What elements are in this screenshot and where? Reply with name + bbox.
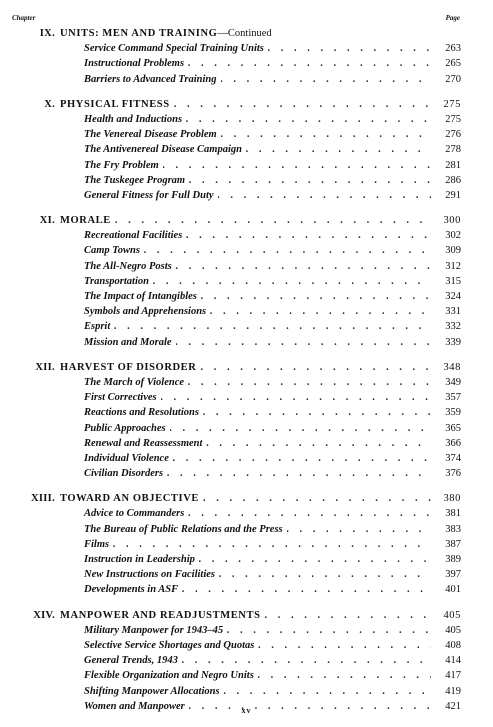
section-title: Flexible Organization and Negro Units — [84, 668, 258, 683]
section-title: Advice to Commanders — [84, 506, 188, 521]
section-row — [0, 466, 493, 481]
section-page-number: 376 — [431, 466, 461, 481]
section-row — [0, 506, 493, 521]
chapter-title-text: MORALE — [60, 215, 111, 227]
chapter-number: IX. — [39, 28, 55, 39]
section-page-number: 401 — [431, 582, 461, 597]
section-row — [0, 289, 493, 304]
section-page-number: 359 — [431, 405, 461, 420]
section-row — [0, 173, 493, 188]
table-of-contents — [0, 26, 493, 724]
section-title: The All-Negro Posts — [84, 259, 176, 274]
section-title: Women and Manpower — [84, 699, 189, 714]
chapter-number: XIII. — [31, 493, 55, 505]
section-row — [0, 72, 493, 87]
section-title: Health and Inductions — [84, 112, 186, 127]
chapter-row — [0, 213, 493, 228]
section-title: Mission and Morale — [84, 335, 176, 350]
section-page-number: 417 — [431, 668, 461, 683]
section-line — [84, 259, 461, 274]
section-page-number: 291 — [431, 188, 461, 203]
dot-leader — [167, 466, 431, 481]
section-row — [0, 158, 493, 173]
section-title: Films — [84, 537, 113, 552]
section-page-number: 315 — [431, 274, 461, 289]
section-page-number: 331 — [431, 304, 461, 319]
dot-leader — [221, 127, 431, 142]
chapter-row — [0, 608, 493, 623]
chapter-title-line — [60, 97, 461, 112]
chapter-row — [0, 97, 493, 112]
section-row — [0, 436, 493, 451]
dot-leader — [206, 436, 431, 451]
section-line — [84, 142, 461, 157]
chapter-number: XIV. — [33, 609, 55, 621]
section-page-number: 419 — [431, 684, 461, 699]
dot-leader — [114, 319, 431, 334]
section-page-number: 286 — [431, 173, 461, 188]
chapter-page-number: 300 — [431, 213, 461, 228]
section-page-number: 270 — [431, 72, 461, 87]
dot-leader — [268, 41, 431, 56]
section-line — [84, 582, 461, 597]
section-line — [84, 274, 461, 289]
chapter-row — [0, 360, 493, 375]
section-line — [84, 289, 461, 304]
dot-leader — [189, 173, 431, 188]
section-row — [0, 582, 493, 597]
section-row — [0, 274, 493, 289]
section-line — [84, 537, 461, 552]
section-page-number: 332 — [431, 319, 461, 334]
section-row — [0, 188, 493, 203]
page-column-label: Page — [445, 14, 460, 22]
section-page-number: 366 — [431, 436, 461, 451]
dot-leader — [186, 228, 431, 243]
section-line — [84, 158, 461, 173]
chapter-title-text: HARVEST OF DISORDER — [60, 361, 197, 373]
section-page-number: 383 — [431, 522, 461, 537]
section-line — [84, 466, 461, 481]
dot-leader — [203, 405, 431, 420]
section-title: Individual Violence — [84, 451, 173, 466]
dot-leader — [188, 375, 431, 390]
section-page-number: 278 — [431, 142, 461, 157]
section-row — [0, 41, 493, 56]
section-line — [84, 638, 461, 653]
section-title: First Correctives — [84, 390, 161, 405]
section-title: Instructional Problems — [84, 56, 188, 71]
dot-leader — [182, 653, 431, 668]
chapter-title-text: TOWARD AN OBJECTIVE — [60, 493, 199, 505]
chapter-row — [0, 491, 493, 506]
section-row — [0, 552, 493, 567]
section-row — [0, 259, 493, 274]
chapter-title-line — [60, 213, 461, 228]
section-title: Developments in ASF — [84, 582, 182, 597]
chapter-page-number: 380 — [431, 491, 461, 506]
dot-leader — [258, 638, 431, 653]
chapter-title-line — [60, 608, 461, 623]
section-page-number: 312 — [431, 259, 461, 274]
dot-leader — [287, 522, 431, 537]
section-row — [0, 304, 493, 319]
section-row — [0, 390, 493, 405]
dot-leader — [219, 567, 431, 582]
chapter-title-text: UNITS: MEN AND TRAINING — [60, 28, 218, 39]
dot-leader — [113, 537, 431, 552]
section-line — [84, 56, 461, 71]
section-row — [0, 228, 493, 243]
section-page-number: 414 — [431, 653, 461, 668]
dot-leader — [161, 390, 431, 405]
chapter-page-number: 405 — [431, 608, 461, 623]
section-row — [0, 335, 493, 350]
section-title: Selective Service Shortages and Quotas — [84, 638, 258, 653]
chapter-title-text: PHYSICAL FITNESS — [60, 98, 170, 110]
chapter-title — [60, 26, 276, 41]
dot-leader — [265, 608, 431, 623]
section-line — [84, 390, 461, 405]
section-title: Camp Towns — [84, 243, 144, 258]
chapter-number: XII. — [35, 361, 55, 373]
section-row — [0, 668, 493, 683]
section-line — [84, 567, 461, 582]
dot-leader — [170, 421, 431, 436]
section-title: Barriers to Advanced Training — [84, 72, 221, 87]
chapter-block — [0, 213, 493, 350]
section-page-number: 302 — [431, 228, 461, 243]
section-row — [0, 451, 493, 466]
section-title: Renewal and Reassessment — [84, 436, 206, 451]
section-line — [84, 243, 461, 258]
dot-leader — [176, 335, 431, 350]
dot-leader — [186, 112, 431, 127]
section-row — [0, 567, 493, 582]
section-row — [0, 537, 493, 552]
section-title: General Fitness for Full Duty — [84, 188, 218, 203]
section-line — [84, 405, 461, 420]
section-title: Instruction in Leadership — [84, 552, 199, 567]
section-title: The March of Violence — [84, 375, 188, 390]
section-line — [84, 421, 461, 436]
section-row — [0, 142, 493, 157]
section-page-number: 276 — [431, 127, 461, 142]
section-line — [84, 228, 461, 243]
section-title: Military Manpower for 1943–45 — [84, 623, 227, 638]
chapter-number: XI. — [39, 215, 55, 227]
section-line — [84, 451, 461, 466]
chapter-page-number: 348 — [431, 360, 461, 375]
page-folio: xv — [241, 706, 252, 715]
section-page-number: 421 — [431, 699, 461, 714]
section-line — [84, 188, 461, 203]
section-page-number: 324 — [431, 289, 461, 304]
chapter-block — [0, 491, 493, 597]
chapter-block — [0, 360, 493, 482]
chapter-page-number: 275 — [431, 97, 461, 112]
section-row — [0, 56, 493, 71]
section-line — [84, 522, 461, 537]
section-page-number: 389 — [431, 552, 461, 567]
section-title: The Antivenereal Disease Campaign — [84, 142, 246, 157]
section-title: General Trends, 1943 — [84, 653, 182, 668]
section-title: Civilian Disorders — [84, 466, 167, 481]
chapter-title — [60, 360, 200, 375]
section-title: Esprit — [84, 319, 114, 334]
chapter-row — [0, 26, 493, 41]
dot-leader — [115, 213, 431, 228]
section-page-number: 309 — [431, 243, 461, 258]
section-row — [0, 638, 493, 653]
section-page-number: 357 — [431, 390, 461, 405]
section-page-number: 397 — [431, 567, 461, 582]
dot-leader — [188, 506, 431, 521]
section-page-number: 365 — [431, 421, 461, 436]
section-row — [0, 127, 493, 142]
section-line — [84, 304, 461, 319]
section-line — [84, 684, 461, 699]
section-page-number: 405 — [431, 623, 461, 638]
section-line — [84, 173, 461, 188]
section-line — [84, 668, 461, 683]
chapter-title — [60, 97, 174, 112]
section-line — [84, 72, 461, 87]
dot-leader — [224, 684, 431, 699]
dot-leader — [174, 97, 431, 112]
section-row — [0, 522, 493, 537]
section-title: The Tuskegee Program — [84, 173, 189, 188]
section-title: Shifting Manpower Allocations — [84, 684, 224, 699]
section-row — [0, 375, 493, 390]
section-title: New Instructions on Facilities — [84, 567, 219, 582]
section-line — [84, 127, 461, 142]
section-row — [0, 243, 493, 258]
section-row — [0, 684, 493, 699]
section-line — [84, 436, 461, 451]
section-row — [0, 319, 493, 334]
dot-leader — [258, 668, 431, 683]
section-title: The Fry Problem — [84, 158, 163, 173]
section-row — [0, 421, 493, 436]
dot-leader — [246, 142, 431, 157]
section-page-number: 381 — [431, 506, 461, 521]
section-line — [84, 335, 461, 350]
section-page-number: 349 — [431, 375, 461, 390]
dot-leader — [182, 582, 431, 597]
dot-leader — [163, 158, 431, 173]
section-row — [0, 405, 493, 420]
section-page-number: 275 — [431, 112, 461, 127]
section-page-number: 387 — [431, 537, 461, 552]
section-page-number: 408 — [431, 638, 461, 653]
chapter-block — [0, 26, 493, 87]
section-title: Transportation — [84, 274, 153, 289]
section-title: The Impact of Intangibles — [84, 289, 201, 304]
dot-leader — [199, 552, 431, 567]
section-title: The Bureau of Public Relations and the Press — [84, 522, 287, 537]
dot-leader — [201, 289, 431, 304]
section-title: Public Approaches — [84, 421, 170, 436]
section-page-number: 339 — [431, 335, 461, 350]
section-title: The Venereal Disease Problem — [84, 127, 221, 142]
section-title: Recreational Facilities — [84, 228, 186, 243]
chapter-title-line — [60, 491, 461, 506]
dot-leader — [227, 623, 431, 638]
dot-leader — [200, 360, 431, 375]
section-line — [84, 319, 461, 334]
dot-leader — [210, 304, 431, 319]
section-row — [0, 623, 493, 638]
chapter-title-text: MANPOWER AND READJUSTMENTS — [60, 609, 261, 621]
section-line — [84, 653, 461, 668]
dot-leader — [176, 259, 431, 274]
dot-leader — [221, 72, 431, 87]
section-page-number: 265 — [431, 56, 461, 71]
section-title: Service Command Special Training Units — [84, 41, 268, 56]
chapter-block — [0, 97, 493, 203]
section-line — [84, 552, 461, 567]
chapter-block — [0, 608, 493, 714]
dot-leader — [173, 451, 431, 466]
chapter-title — [60, 491, 203, 506]
section-row — [0, 653, 493, 668]
section-row — [0, 112, 493, 127]
chapter-column-label: Chapter — [12, 14, 36, 22]
chapter-title-line — [60, 360, 461, 375]
section-line — [84, 375, 461, 390]
chapter-title-line — [60, 26, 461, 41]
section-line — [84, 41, 461, 56]
dot-leader — [218, 188, 431, 203]
section-page-number: 281 — [431, 158, 461, 173]
dot-leader — [203, 491, 431, 506]
section-line — [84, 506, 461, 521]
chapter-title — [60, 213, 115, 228]
section-page-number: 263 — [431, 41, 461, 56]
dot-leader — [188, 56, 431, 71]
section-title: Reactions and Resolutions — [84, 405, 203, 420]
chapter-number: X. — [44, 98, 55, 110]
dot-leader — [144, 243, 431, 258]
section-line — [84, 112, 461, 127]
section-title: Symbols and Apprehensions — [84, 304, 210, 319]
section-line — [84, 623, 461, 638]
continued-note: —Continued — [217, 28, 272, 39]
dot-leader — [153, 274, 431, 289]
section-page-number: 374 — [431, 451, 461, 466]
chapter-title — [60, 608, 265, 623]
